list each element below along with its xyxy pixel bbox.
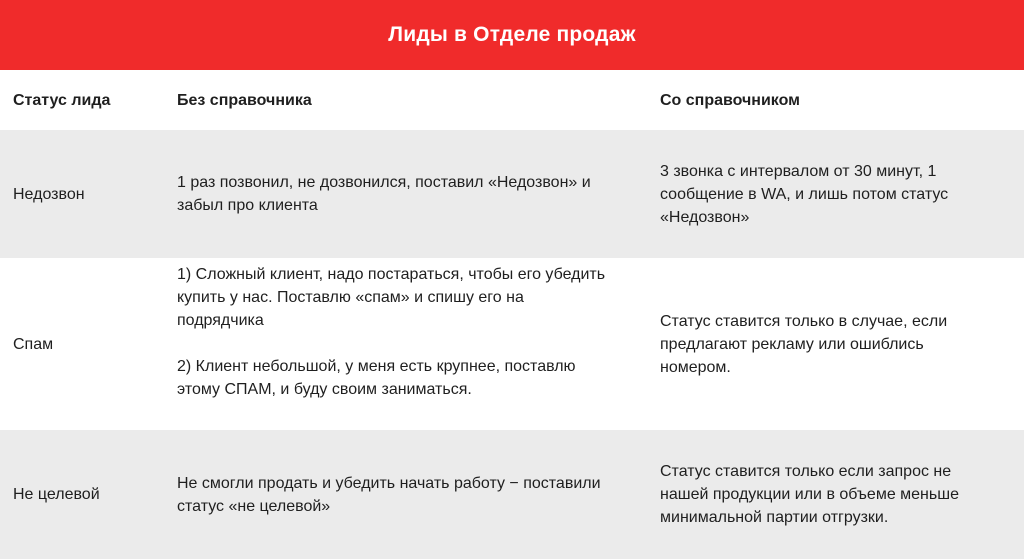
table-row xyxy=(0,130,1024,258)
row-status: Недозвон xyxy=(13,185,85,203)
table-row xyxy=(0,430,1024,559)
row-without-reference: Не смогли продать и убедить начать работу − поставили статус «не целевой» xyxy=(177,474,601,515)
table-header xyxy=(0,70,1024,130)
row-without-reference: 1) Сложный клиент, надо постараться, чтобы его убедить купить у нас. Поставлю «спам» и спишу его на подрядчика 2) Клиент небольшой, у меня есть крупнее, поставлю этому СПАМ, и буду своим заниматься. xyxy=(177,266,606,398)
page-title: Лиды в Отделе продаж xyxy=(388,23,636,46)
header-without-reference: Без справочника xyxy=(177,91,312,109)
row-without-reference: 1 раз позвонил, не дозвонился, поставил «Недозвон» и забыл про клиента xyxy=(177,174,591,214)
row-status: Спам xyxy=(13,335,54,353)
row-with-reference: 3 звонка с интервалом от 30 минут, 1 сообщение в WA, и лишь потом статус «Недозвон» xyxy=(660,162,949,226)
row-with-reference: Статус ставится только если запрос не нашей продукции или в объеме меньше минимальной партии отгрузки. xyxy=(660,463,959,526)
row-with-reference: Статус ставится только в случае, если предлагают рекламу или ошиблись номером. xyxy=(660,312,948,376)
row-status: Не целевой xyxy=(13,486,100,503)
header-with-reference: Со справочником xyxy=(660,91,800,109)
header-status: Статус лида xyxy=(13,91,111,109)
table-row xyxy=(0,258,1024,430)
title-banner xyxy=(0,0,1024,70)
